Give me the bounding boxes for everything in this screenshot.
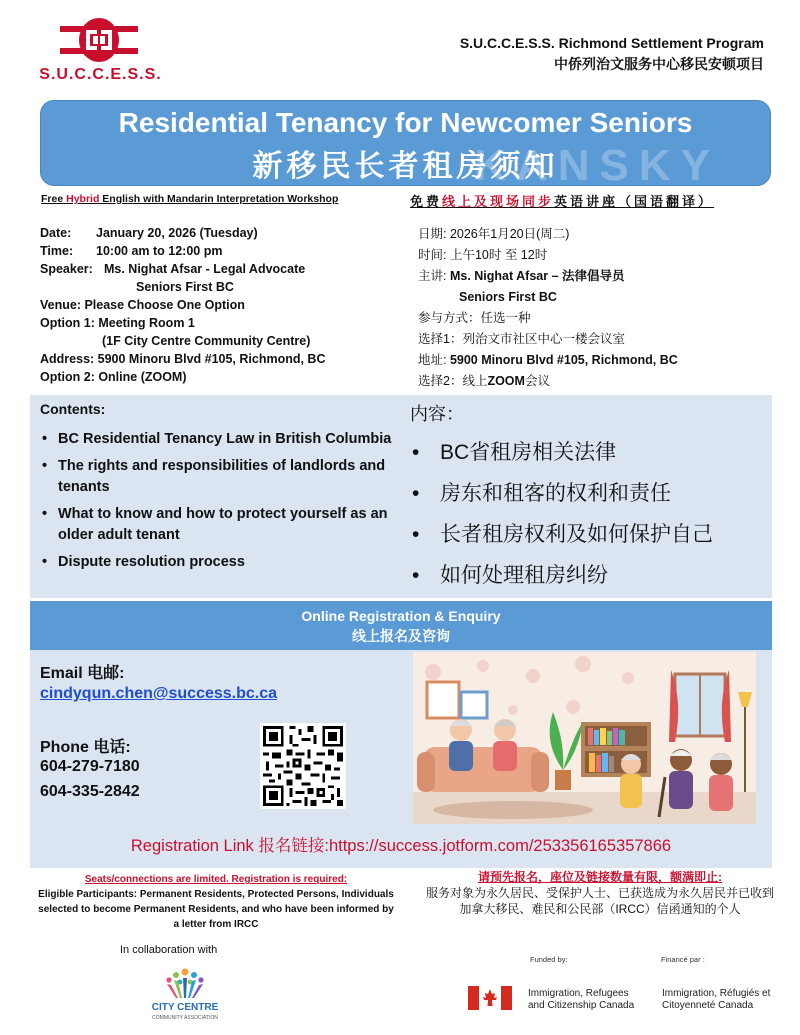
contents-heading-en: Contents:: [40, 401, 106, 417]
time-row-zh: 时间: 上午10时 至 12时: [418, 248, 548, 262]
success-emblem-icon: [60, 16, 138, 64]
city-centre-name: CITY CENTRE: [151, 1002, 219, 1013]
option1-row-zh: 选择1：列治文市社区中心一楼会议室: [418, 332, 625, 346]
contents-en: [40, 401, 395, 579]
address-row-zh: 地址: 5900 Minoru Blvd #105, Richmond, BC: [418, 353, 678, 367]
speaker-org: Seniors First BC: [136, 280, 234, 294]
contents-heading-zh: 内容：: [410, 404, 464, 424]
ircc-name-en: Immigration, Refugees and Citizenship Canada: [528, 988, 635, 1011]
mode-row-zh: 参与方式：任选一种: [418, 311, 531, 325]
list-item: • BC省租房相关法律: [410, 438, 770, 468]
list-item: • 房东和租客的权利和责任: [410, 479, 770, 509]
list-item: • 如何处理租房纠纷: [410, 561, 770, 591]
phone-number-1: 604-279-7180: [40, 758, 140, 775]
funded-by-label: Funded by:: [530, 955, 568, 964]
ircc-name-fr: Immigration, Réfugiés et Citoyenneté Canada: [662, 988, 771, 1011]
city-centre-logo: [140, 964, 230, 1024]
eligibility-text-zh: 服务对象为永久居民、受保护人士、已获选成为永久居民并已收到加拿大移民、难民和公民部（IRCC）信函通知的个人: [425, 886, 774, 916]
address-row: Address: 5900 Minoru Blvd #105, Richmond, BC: [40, 352, 326, 366]
event-details-zh: [418, 224, 778, 392]
event-details-en: [40, 224, 400, 386]
finance-par-label: Financé par :: [661, 955, 705, 964]
title-banner: [40, 100, 771, 186]
option2-row: Option 2: Online (ZOOM): [40, 370, 187, 384]
email-link[interactable]: cindyqun.chen@success.bc.ca: [40, 685, 278, 702]
date-row: Date: January 20, 2026 (Tuesday): [40, 226, 258, 240]
seniors-illustration: [413, 652, 756, 824]
date-row-zh: 日期: 2026年1月20日(周二): [418, 227, 570, 241]
workshop-type-zh: 免费线上及现场同步英语讲座（国语翻译）: [410, 194, 715, 209]
city-centre-people-icon: [140, 964, 230, 1002]
speaker-row-zh: 主讲: Ms. Nighat Afsar – 法律倡导员: [418, 269, 625, 283]
contents-panel: [30, 395, 772, 598]
phone-label: Phone 电话:: [40, 739, 131, 756]
option1-row: Option 1: Meeting Room 1: [40, 316, 195, 330]
city-centre-sub: COMMUNITY ASSOCIATION: [152, 1015, 218, 1021]
workshop-type-en: Free Hybrid English with Mandarin Interpretation Workshop: [41, 193, 339, 205]
speaker-row: Speaker: Ms. Nighat Afsar - Legal Advocate: [40, 262, 306, 276]
program-name-en: S.U.C.C.E.S.S. Richmond Settlement Program: [459, 35, 764, 51]
option1-location: (1F City Centre Community Centre): [102, 334, 311, 348]
logo-text: S.U.C.C.E.S.S.: [39, 66, 162, 83]
hybrid-highlight: Hybrid: [66, 193, 100, 205]
eligibility-en: [36, 872, 396, 932]
registration-heading-zh: 线上报名及咨询: [352, 628, 450, 644]
list-item: • Dispute resolution process: [40, 552, 395, 573]
phone-number-2: 604-335-2842: [40, 783, 140, 800]
option2-row-zh: 选择2：线上ZOOM会议: [418, 374, 550, 388]
success-logo: [38, 14, 163, 86]
time-row: Time: 10:00 am to 12:00 pm: [40, 244, 223, 258]
registration-banner: [30, 601, 772, 650]
list-item: • The rights and responsibilities of landlords and tenants: [40, 456, 395, 498]
title-en: Residential Tenancy for Newcomer Seniors: [118, 107, 693, 138]
registration-heading-en: Online Registration & Enquiry: [301, 608, 501, 624]
program-name-zh: 中侨列治文服务中心移民安顿项目: [554, 56, 764, 72]
program-name: [460, 35, 764, 74]
contents-zh: [410, 400, 770, 602]
registration-link[interactable]: Registration Link 报名链接:https://success.jotform.com/253356165357866: [30, 828, 772, 868]
seats-warning-zh: 请预先报名，座位及链接数量有限，额满即止:: [478, 870, 722, 884]
eligibility-text-en: Eligible Participants: Permanent Residents, Protected Persons, Individuals selected to become Permanent Residents, and who have been informed by a letter from IRCC: [38, 889, 394, 930]
qr-code-icon[interactable]: [260, 723, 346, 809]
speaker-org-zh: Seniors First BC: [459, 290, 557, 304]
canada-flag-icon: [468, 986, 512, 1010]
collaboration-label: In collaboration with: [120, 944, 218, 956]
hybrid-highlight-zh: 线上及现场同步: [442, 194, 555, 209]
eligibility-zh: [425, 869, 775, 917]
venue-row: Venue: Please Choose One Option: [40, 298, 245, 312]
list-item: • 长者租房权利及如何保护自己: [410, 520, 770, 550]
watermark: KANSKY: [474, 141, 720, 186]
list-item: • BC Residential Tenancy Law in British Columbia: [40, 429, 395, 450]
list-item: • What to know and how to protect yourself as an older adult tenant: [40, 504, 395, 546]
seats-warning-en: Seats/connections are limited. Registration is required:: [84, 874, 348, 885]
contact-panel: [30, 650, 772, 828]
email-label: Email 电邮:: [40, 665, 125, 682]
title-zh: 新移民长者租房须知: [252, 150, 559, 183]
